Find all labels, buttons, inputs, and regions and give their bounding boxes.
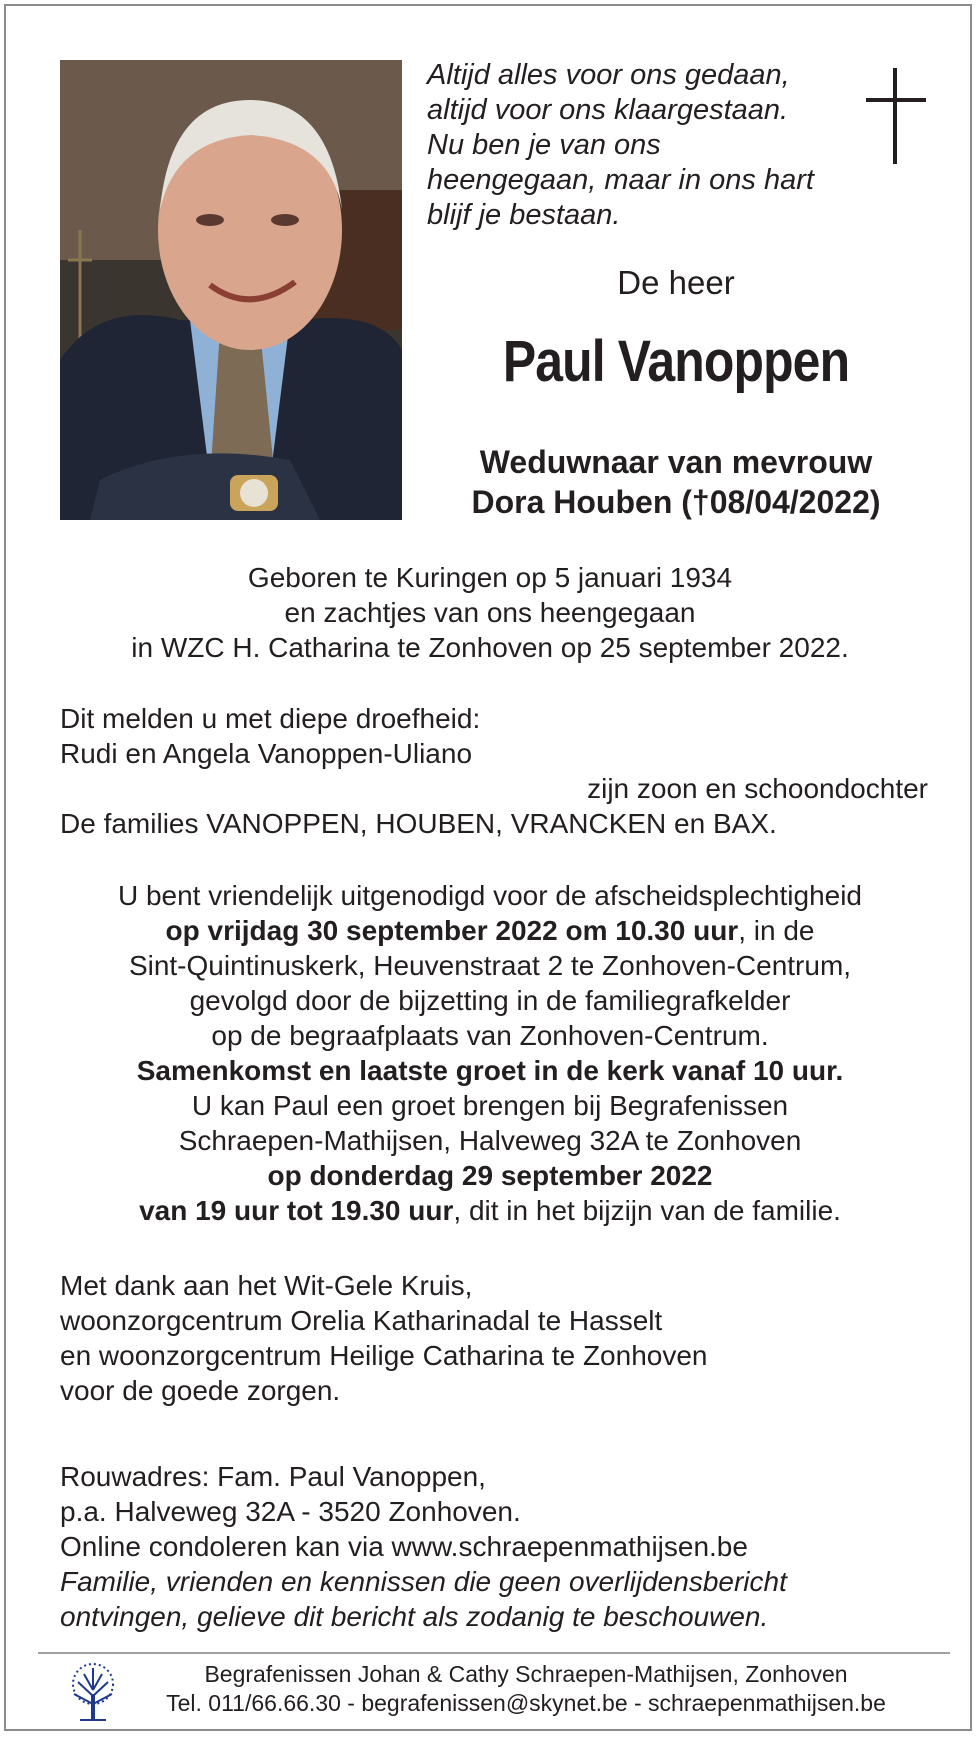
ceremony-text: , in de	[738, 915, 815, 946]
ceremony-line	[46, 1193, 934, 1228]
portrait-photo	[60, 60, 402, 520]
ceremony-date: op vrijdag 30 september 2022 om 10.30 uur	[165, 915, 739, 946]
notice-line: Familie, vrienden en kennissen die geen overlijdensbericht	[60, 1566, 787, 1597]
birth-line: en zachtjes van ons heengegaan	[284, 597, 696, 628]
birth-line: Geboren te Kuringen op 5 januari 1934	[247, 562, 733, 593]
footer-divider	[38, 1652, 950, 1654]
notice-line: ontvingen, gelieve dit bericht als zodanig te beschouwen.	[60, 1601, 769, 1632]
portrait-illustration	[60, 60, 402, 520]
condolence-line[interactable]: Online condoleren kan via www.schraepenmathijsen.be	[60, 1531, 748, 1562]
mourners-section	[60, 701, 928, 841]
poem-line: heengegaan, maar in ons hart	[427, 164, 814, 196]
address-line: p.a. Halveweg 32A - 3520 Zonhoven.	[60, 1496, 521, 1527]
visitation-date: op donderdag 29 september 2022	[267, 1160, 713, 1191]
funeral-home-name: Begrafenissen Johan & Cathy Schraepen-Mathijsen, Zonhoven	[204, 1661, 848, 1687]
birth-line: in WZC H. Catharina te Zonhoven op 25 september 2022.	[131, 632, 849, 663]
ceremony-line: Sint-Quintinuskerk, Heuvenstraat 2 te Zonhoven-Centrum,	[128, 950, 852, 981]
poem-line: Nu ben je van ons	[427, 129, 661, 161]
thanks-line: en woonzorgcentrum Heilige Catharina te Zonhoven	[60, 1340, 708, 1371]
funeral-home-contact[interactable]: Tel. 011/66.66.30 - begrafenissen@skynet.be - schraepenmathijsen.be	[166, 1690, 886, 1716]
ceremony-line: U bent vriendelijk uitgenodigd voor de afscheidsplechtigheid	[117, 880, 863, 911]
ceremony-text: , dit in het bijzijn van de familie.	[453, 1195, 841, 1226]
ceremony-section	[46, 878, 934, 1228]
mourners-intro: Dit melden u met diepe droefheid:	[60, 703, 481, 734]
thanks-line: Met dank aan het Wit-Gele Kruis,	[60, 1270, 473, 1301]
ceremony-line	[46, 1053, 934, 1088]
ceremony-line	[46, 913, 934, 948]
mourner-relation: zijn zoon en schoondochter	[587, 773, 928, 804]
mourner-families: De families VANOPPEN, HOUBEN, VRANCKEN en BAX.	[60, 808, 777, 839]
address-line: Rouwadres: Fam. Paul Vanoppen,	[60, 1461, 486, 1492]
address-section	[60, 1459, 928, 1634]
spouse-info	[426, 442, 926, 522]
ceremony-line: Schraepen-Mathijsen, Halveweg 32A te Zonhoven	[178, 1125, 802, 1156]
spouse-line: Weduwnaar van mevrouw	[479, 444, 873, 480]
ceremony-line	[46, 1158, 934, 1193]
poem-line: altijd voor ons klaargestaan.	[427, 94, 789, 126]
poem-line: Altijd alles voor ons gedaan,	[427, 59, 790, 91]
funeral-home-info	[126, 1660, 926, 1718]
visitation-time: van 19 uur tot 19.30 uur	[139, 1195, 454, 1226]
birth-death-info	[46, 560, 934, 665]
memorial-poem	[427, 58, 827, 233]
tree-logo-icon	[68, 1660, 118, 1722]
poem-line: blijf je bestaan.	[427, 199, 621, 231]
thanks-line: voor de goede zorgen.	[60, 1375, 341, 1406]
ceremony-line: op de begraafplaats van Zonhoven-Centrum.	[211, 1020, 769, 1051]
obituary-card	[4, 4, 972, 1731]
thanks-section	[60, 1268, 928, 1408]
spouse-line: Dora Houben (†08/04/2022)	[471, 484, 881, 520]
cross-icon	[866, 68, 926, 164]
salutation: De heer	[617, 264, 735, 301]
gathering-note: Samenkomst en laatste groet in de kerk vanaf 10 uur.	[136, 1055, 844, 1086]
deceased-name: Paul Vanoppen	[502, 329, 850, 394]
mourner-son: Rudi en Angela Vanoppen-Uliano	[60, 738, 473, 769]
ceremony-line: gevolgd door de bijzetting in de familiegrafkelder	[189, 985, 791, 1016]
thanks-line: woonzorgcentrum Orelia Katharinadal te Hasselt	[60, 1305, 663, 1336]
ceremony-line: U kan Paul een groet brengen bij Begrafenissen	[191, 1090, 789, 1121]
